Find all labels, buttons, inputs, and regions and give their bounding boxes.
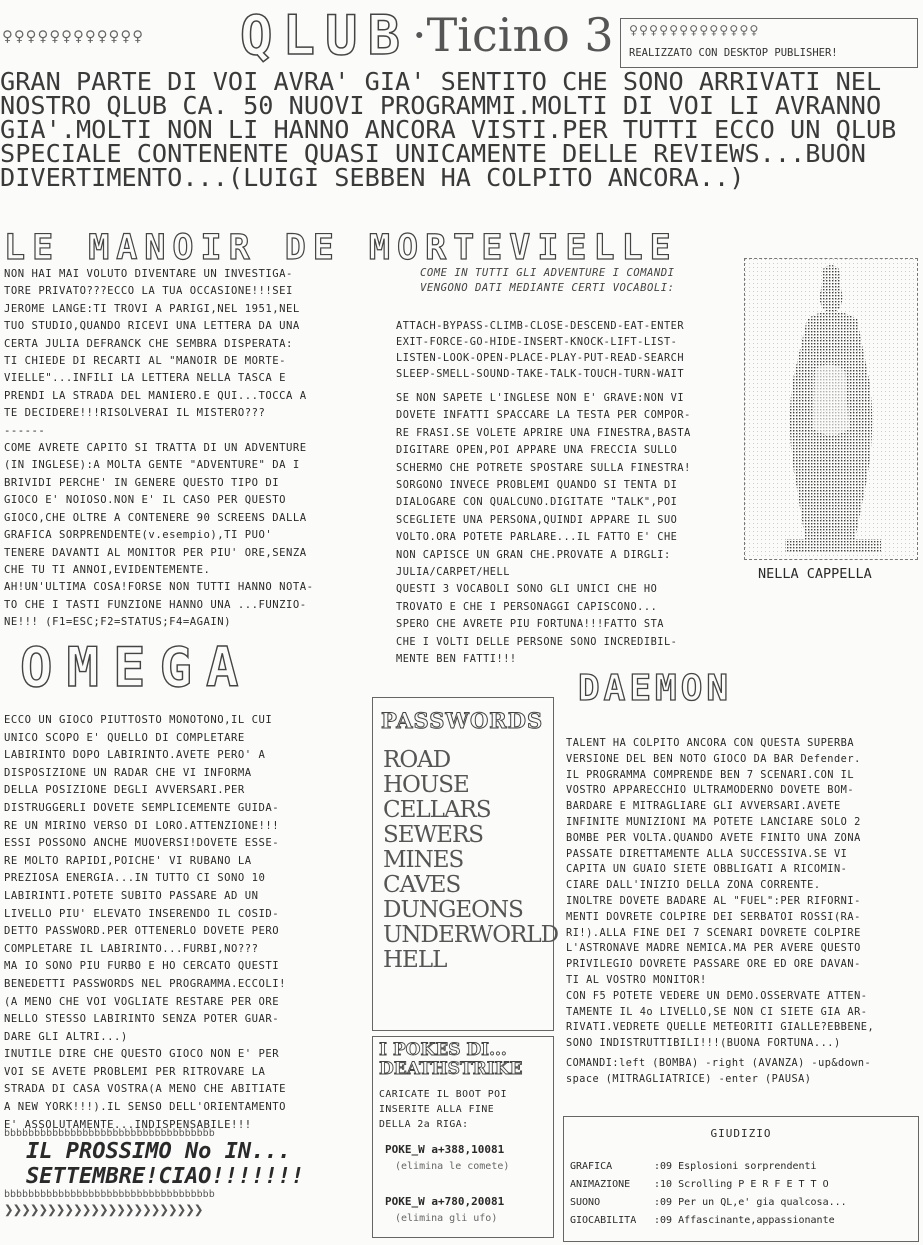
poke1-note: (elimina le comete) — [395, 1161, 510, 1172]
password-item: CELLARS — [383, 797, 491, 823]
intro-line: GIA'.MOLTI NON LI HANNO ANCORA VISTI.PER TUTTI ECCO UN QLUB — [0, 115, 897, 144]
intro-paragraph — [0, 67, 923, 192]
defender-text: TALENT HA COLPITO ANCORA CON QUESTA SUPERBA VERSIONE DEL BEN NOTO GIOCO DA BAR Defender. IL PROGRAMMA COMPRENDE BEN 7 SCENARI.CON IL VOSTRO APPARECCHIO ULTRAMODERNO DOVETE BOM- BARDARE E MITRAGLIARE GLI AVVERSARI.AVETE INFINITE MUNIZIONI MA POTETE LANCIARE SOLO 2 BOMBE PER VOLTA.QUANDO AVETE FINITO UNA ZONA PASSATE DIRETTAMENTE ALLA SUCCESSIVA.SE VI CAPITA UN GUAIO SIETE OBBLIGATI A RICOMIN- CIARE DALL'INIZIO DELLA ZONA CORRENTE. INOLTRE DOVETE BADARE AL "FUEL":PER RIFORNI- MENTI DOVRETE COLPIRE DEI SERBATOI ROSSI(RA- RI!).ALLA FINE DEI 7 SCENARI DOVRETE COLPIRE L'ASTRONAVE MADRE NEMICA.MA PER AVERE QUESTO PRIVILEGIO DOVRETE PASSARE ORE ED ORE DAVAN- TI AL VOSTRO MONITOR! CON F5 POTETE VEDERE UN DEMO.OSSERVATE ATTEN- TAMENTE IL 4o LIVELLO,SE NON CI SIETE GIA AR- RIVATI.VEDRETE QUELLE METEORITI GIALLE?EBBENE, SONO INDISTRUTTIBILI!!!(BUONA FORTUNA...) — [566, 737, 875, 1050]
giudizio-label: GRAFICA — [570, 1161, 613, 1172]
poke2-note: (elimina gli ufo) — [395, 1213, 498, 1224]
defender-commands: COMANDI:left (BOMBA) -right (AVANZA) -up&down- space (MITRAGLIATRICE) -enter (PAUSA) — [566, 1058, 872, 1085]
header-pawns-left: ♀♀♀♀♀♀♀♀♀♀♀♀ — [2, 26, 145, 47]
giudizio-row — [570, 1179, 916, 1197]
banner-border-bottom: bbbbbbbbbbbbbbbbbbbbbbbbbbbbbbbbbbb — [4, 1189, 215, 1200]
password-item: ROAD — [383, 747, 451, 773]
giudizio-title: GIUDIZIO — [710, 1127, 772, 1140]
password-item: HELL — [383, 947, 447, 973]
intro-line: DIVERTIMENTO...(LUIGI SEBBEN HA COLPITO ANCORA..) — [0, 163, 745, 192]
credit-text: REALIZZATO CON DESKTOP PUBLISHER! — [629, 47, 838, 59]
intro-line: SPECIALE CONTENENTE QUASI UNICAMENTE DELLE REVIEWS...BUON — [0, 139, 866, 168]
pokes-intro: CARICATE IL BOOT POI INSERITE ALLA FINE DELLA 2a RIGA: — [379, 1089, 507, 1130]
giudizio-value: :09 Esplosioni sorprendenti — [654, 1161, 817, 1172]
password-item: SEWERS — [383, 822, 484, 848]
omega-text: ECCO UN GIOCO PIUTTOSTO MONOTONO,IL CUI UNICO SCOPO E' QUELLO DI COMPLETARE LABIRINTO DOPO LABIRINTO.AVETE PERO' A DISPOSIZIONE UN RADAR CHE VI INFORMA DELLA POSIZIONE DEGLI AVVERSARI.PER DISTRUGGERLI DOVETE SEMPLICEMENTE GUIDA- RE UN MIRINO VERSO DI LORO.ATTENZIONE!!! ESSI POSSONO ANCHE MUOVERSI!DOVETE ESSE- RE MOLTO RAPIDI,POICHE' VI RUBANO LA PREZIOSA ENERGIA...IN TUTTO CI SONO 10 LABIRINTI.POTETE SUBITO PASSARE AD UN LIVELLO PIU' ELEVATO INSERENDO IL COSID- DETTO PASSWORD.PER OTTENERLO DOVETE PERO COMPLETARE IL LABIRINTO...FURBI,NO??? MA IO SONO PIU FURBO E HO CERCATO QUESTI BENEDETTI PASSWORDS NEL PROGRAMMA.ECCOLI! (A MENO CHE VOI VOGLIATE RESTARE PER ORE NELLO STESSO LABIRINTO SENZA POTER GUAR- DARE GLI ALTRI...) INUTILE DIRE CHE QUESTO GIOCO NON E' PER VOI SE AVETE PROBLEMI PER RITROVARE LA STRADA DI CASA VOSTRA(A MENO CHE ABITIATE A NEW YORK!!!).IL SENSO DELL'ORIENTAMENTO E' ASSOLUTAMENTE...INDISPENSABILE!!! — [4, 714, 286, 1131]
next-issue-banner — [4, 1128, 344, 1240]
manoir-right-text: SE NON SAPETE L'INGLESE NON E' GRAVE:NON VI DOVETE INFATTI SPACCARE LA TESTA PER COMPOR- RE FRASI.SE VOLETE APRIRE UNA FINESTRA,BASTA DIGITARE OPEN,POI APPARE UNA FRECCIA SULLO SCHERMO CHE POTRETE SPOSTARE SULLA FINESTRA! SORGONO INVECE PROBLEMI QUANDO SI TENTA DI DIALOGARE CON QUALCUNO.DIGITATE "TALK",POI SCEGLIETE UNA PERSONA,QUINDI APPARE IL SUO VOLTO.ORA POTETE PARLARE...IL FATTO E' CHE NON CAPISCE UN GRAN CHE.PROVATE A DIRGLI: JULIA/CARPET/HELL QUESTI 3 VOCABOLI SONO GLI UNICI CHE HO TROVATO E CHE I PERSONAGGI CAPISCONO... SPERO CHE AVRETE PIU FORTUNA!!!FATTO STA CHE I VOLTI DELLE PERSONE SONO INCREDIBIL- MENTE BEN FATTI!!! — [396, 392, 691, 666]
password-item: DUNGEONS — [383, 897, 523, 923]
credit-box — [620, 18, 918, 68]
manoir-vocab-intro: COME IN TUTTI GLI ADVENTURE I COMANDI VENGONO DATI MEDIANTE CERTI VOCABOLI: — [420, 267, 675, 294]
banner-line1: IL PROSSIMO No IN... — [26, 1139, 291, 1164]
poke1-code: POKE_W a+388,10081 — [385, 1143, 505, 1156]
manoir-vocab-list: ATTACH-BYPASS-CLIMB-CLOSE-DESCEND-EAT-ENTER EXIT-FORCE-GO-HIDE-INSERT-KNOCK-LIFT-LIST- LISTEN-LOOK-OPEN-PLACE-PLAY-PUT-READ-SEARCH SLEEP-SMELL-SOUND-TAKE-TALK-TOUCH-TURN-WAIT — [396, 320, 685, 380]
issue-subtitle: ·Ticino 3 — [412, 8, 614, 62]
giudizio-value: :09 Per un QL,e' gia qualcosa... — [654, 1197, 847, 1208]
giudizio-label: SUONO — [570, 1197, 601, 1208]
qlub-logo: QLUB — [240, 4, 411, 67]
passwords-box — [372, 697, 559, 1031]
banner-line2: SETTEMBRE!CIAO!!!!!!! — [26, 1164, 305, 1189]
giudizio-label: ANIMAZIONE — [570, 1179, 631, 1190]
giudizio-row — [570, 1161, 916, 1179]
intro-line: NOSTRO QLUB CA. 50 NUOVI PROGRAMMI.MOLTI DI VOI LI AVRANNO — [0, 91, 882, 120]
giudizio-box — [563, 1116, 919, 1242]
chapel-caption: NELLA CAPPELLA — [758, 566, 872, 582]
passwords-title: PASSWORDS — [381, 708, 544, 733]
defender-title: DAEMON — [578, 668, 733, 709]
pokes-box — [372, 1036, 554, 1238]
poke2-code: POKE_W a+780,20081 — [385, 1195, 505, 1208]
giudizio-row — [570, 1197, 916, 1215]
giudizio-table — [570, 1161, 916, 1233]
password-item: CAVES — [383, 872, 461, 898]
password-item: HOUSE — [383, 772, 469, 798]
intro-line: GRAN PARTE DI VOI AVRA' GIA' SENTITO CHE SONO ARRIVATI NEL — [0, 67, 882, 96]
manoir-left-text: NON HAI MAI VOLUTO DIVENTARE UN INVESTIGA- TORE PRIVATO???ECCO LA TUA OCCASIONE!!!SEI JEROME LANGE:TI TROVI A PARIGI,NEL 1951,NEL TUO STUDIO,QUANDO RICEVI UNA LETTERA DA UNA CERTA JULIA DEFRANCK CHE SEMBRA DISPERATA: TI CHIEDE DI RECARTI AL "MANOIR DE MORTE- VIELLE"...INFILI LA LETTERA NELLA TASCA E PRENDI LA STRADA DEL MANIERO.E QUI...TOCCA A TE DECIDERE!!!RISOLVERAI IL MISTERO??? ------ COME AVRETE CAPITO SI TRATTA DI UN ADVENTURE (IN INGLESE):A MOLTA GENTE "ADVENTURE" DA I BRIVIDI PERCHE' IN GENERE QUESTO TIPO DI GIOCO E' NOIOSO.NON E' IL CASO PER QUESTO GIOCO,CHE OLTRE A CONTENERE 90 SCREENS DALLA GRAFICA SORPRENDENTE(v.esempio),TI PUO' TENERE DAVANTI AL MONITOR PER PIU' ORE,SENZA CHE TU TI ANNOI,EVIDENTEMENTE. AH!UN'ULTIMA COSA!FORSE NON TUTTI HANNO NOTA- TO CHE I TASTI FUNZIONE HANNO UNA ...FUNZIO- NE!!! (F1=ESC;F2=STATUS;F4=AGAIN) — [4, 268, 314, 629]
banner-arrows: ❯❯❯❯❯❯❯❯❯❯❯❯❯❯❯❯❯❯❯❯❯❯❯ — [4, 1200, 203, 1219]
omega-title: OMEGA — [20, 636, 253, 699]
credit-pawns: ♀♀♀♀♀♀♀♀♀♀♀♀♀ — [629, 21, 760, 39]
password-item: MINES — [383, 847, 464, 873]
manoir-title: LE MANOIR DE MORTEVIELLE — [4, 228, 678, 268]
passwords-list — [383, 748, 558, 973]
giudizio-label: GIOCABILITA — [570, 1215, 637, 1226]
banner-border-top: bbbbbbbbbbbbbbbbbbbbbbbbbbbbbbbbbbb — [4, 1128, 215, 1139]
giudizio-row — [570, 1215, 916, 1233]
password-item: UNDERWORLD — [383, 922, 559, 948]
pokes-title: I POKES DI... DEATHSTRIKE — [379, 1040, 523, 1079]
chapel-statue-picture — [745, 259, 917, 559]
chapel-picture-frame — [744, 258, 918, 560]
giudizio-value: :10 Scrolling P E R F E T T O — [654, 1179, 829, 1190]
giudizio-value: :09 Affascinante,appassionante — [654, 1215, 835, 1226]
